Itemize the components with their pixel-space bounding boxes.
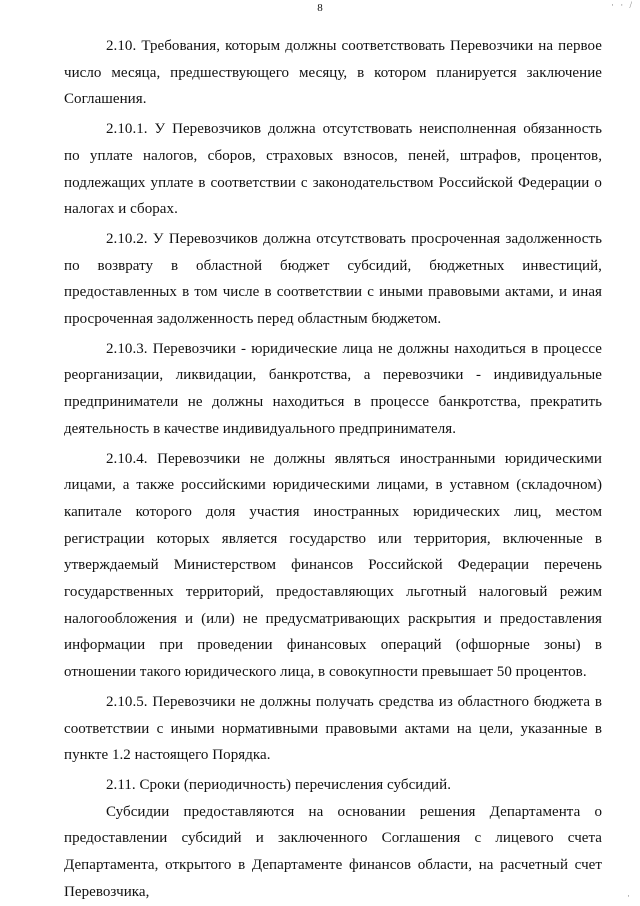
- paragraph-subsidies: Субсидии предоставляются на основании решения Департамента о предоставлении субсидий и заключенного Соглашения с лицевого счета Департамента, открытого в Департаменте финансов области, на расчетный счет Перевозчика,: [64, 803, 602, 900]
- paragraph-2-10-3: 2.10.3. Перевозчики - юридические лица не должны находиться в процессе реорганизации, ликвидации, банкротства, а перевозчики - индивидуальные предприниматели не должны находиться в процессе банкротства, прекратить деятельность в качестве индивидуального предпринимателя.: [64, 340, 602, 437]
- paragraph-2-10-5: 2.10.5. Перевозчики не должны получать средства из областного бюджета в соответствии с иными нормативными правовыми актами на цели, указанные в пункте 1.2 настоящего Порядка.: [64, 693, 602, 764]
- scan-bottom-mark: ·: [627, 891, 630, 901]
- paragraph-2-10-4: 2.10.4. Перевозчики не должны являться иностранными юридическими лицами, а также российскими юридическими лицами, в уставном (складочном) капитале которого доля участия иностранных юридических лиц, местом регистрации которых является государство или территория, включенные в утверждаемый Министерством финансов Российской Федерации перечень государственных территорий, предоставляющих льготный налоговый режим налогообложения и (или) не предусматривающих раскрытия и предоставления информации при проведении финансовых операций (офшорные зоны) в отношении такого юридического лица, в совокупности превышает 50 процентов.: [64, 450, 602, 681]
- page-number: 8: [317, 2, 323, 14]
- scan-corner-mark: · · /: [611, 0, 634, 10]
- paragraph-2-11: 2.11. Сроки (периодичность) перечисления субсидий.: [106, 776, 452, 793]
- paragraph-2-10: 2.10. Требования, которым должны соответствовать Перевозчики на первое число месяца, предшествующего месяцу, в котором планируется заключение Соглашения.: [64, 38, 602, 108]
- paragraph-2-10-2: 2.10.2. У Перевозчиков должна отсутствовать просроченная задолженность по возврату в областной бюджет субсидий, бюджетных инвестиций, предоставленных в том числе в соответствии с иными правовыми актами, и иная просроченная задолженность перед областным бюджетом.: [64, 230, 602, 328]
- paragraph-2-10-1: 2.10.1. У Перевозчиков должна отсутствовать неисполненная обязанность по уплате налогов, сборов, страховых взносов, пеней, штрафов, процентов, подлежащих уплате в соответствии с законодательством Российской Федерации о налогах и сборах.: [64, 121, 602, 218]
- document-body: [64, 33, 602, 906]
